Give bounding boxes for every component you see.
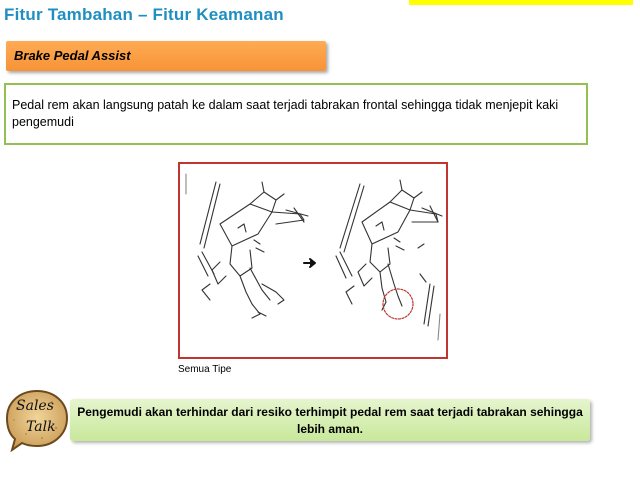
sales-talk-text: Pengemudi akan terhindar dari resiko terhimpit pedal rem saat terjadi tabrakan sehingga lebih aman. — [77, 405, 583, 436]
section-header-box — [6, 41, 326, 71]
pedal-after-drawing — [336, 180, 442, 326]
sales-talk-line1: Sales — [16, 398, 54, 414]
pedal-before-drawing — [198, 182, 308, 318]
sales-talk-box — [70, 399, 590, 441]
highlight-circle — [383, 289, 413, 319]
sales-talk-line2: Talk — [26, 419, 56, 435]
brake-pedal-illustration — [180, 164, 446, 357]
description-text: Pedal rem akan langsung patah ke dalam saat terjadi tabrakan frontal sehingga tidak menjepit kaki pengemudi — [12, 98, 559, 129]
brake-pedal-figure — [178, 162, 448, 359]
page-title: Fitur Tambahan – Fitur Keamanan — [4, 5, 284, 24]
sales-talk-logo — [4, 388, 70, 452]
figure-caption: Semua Tipe — [178, 364, 232, 375]
top-accent-bar — [409, 0, 633, 5]
section-title: Brake Pedal Assist — [14, 48, 131, 63]
description-box — [4, 83, 588, 145]
transition-arrow — [304, 259, 315, 267]
